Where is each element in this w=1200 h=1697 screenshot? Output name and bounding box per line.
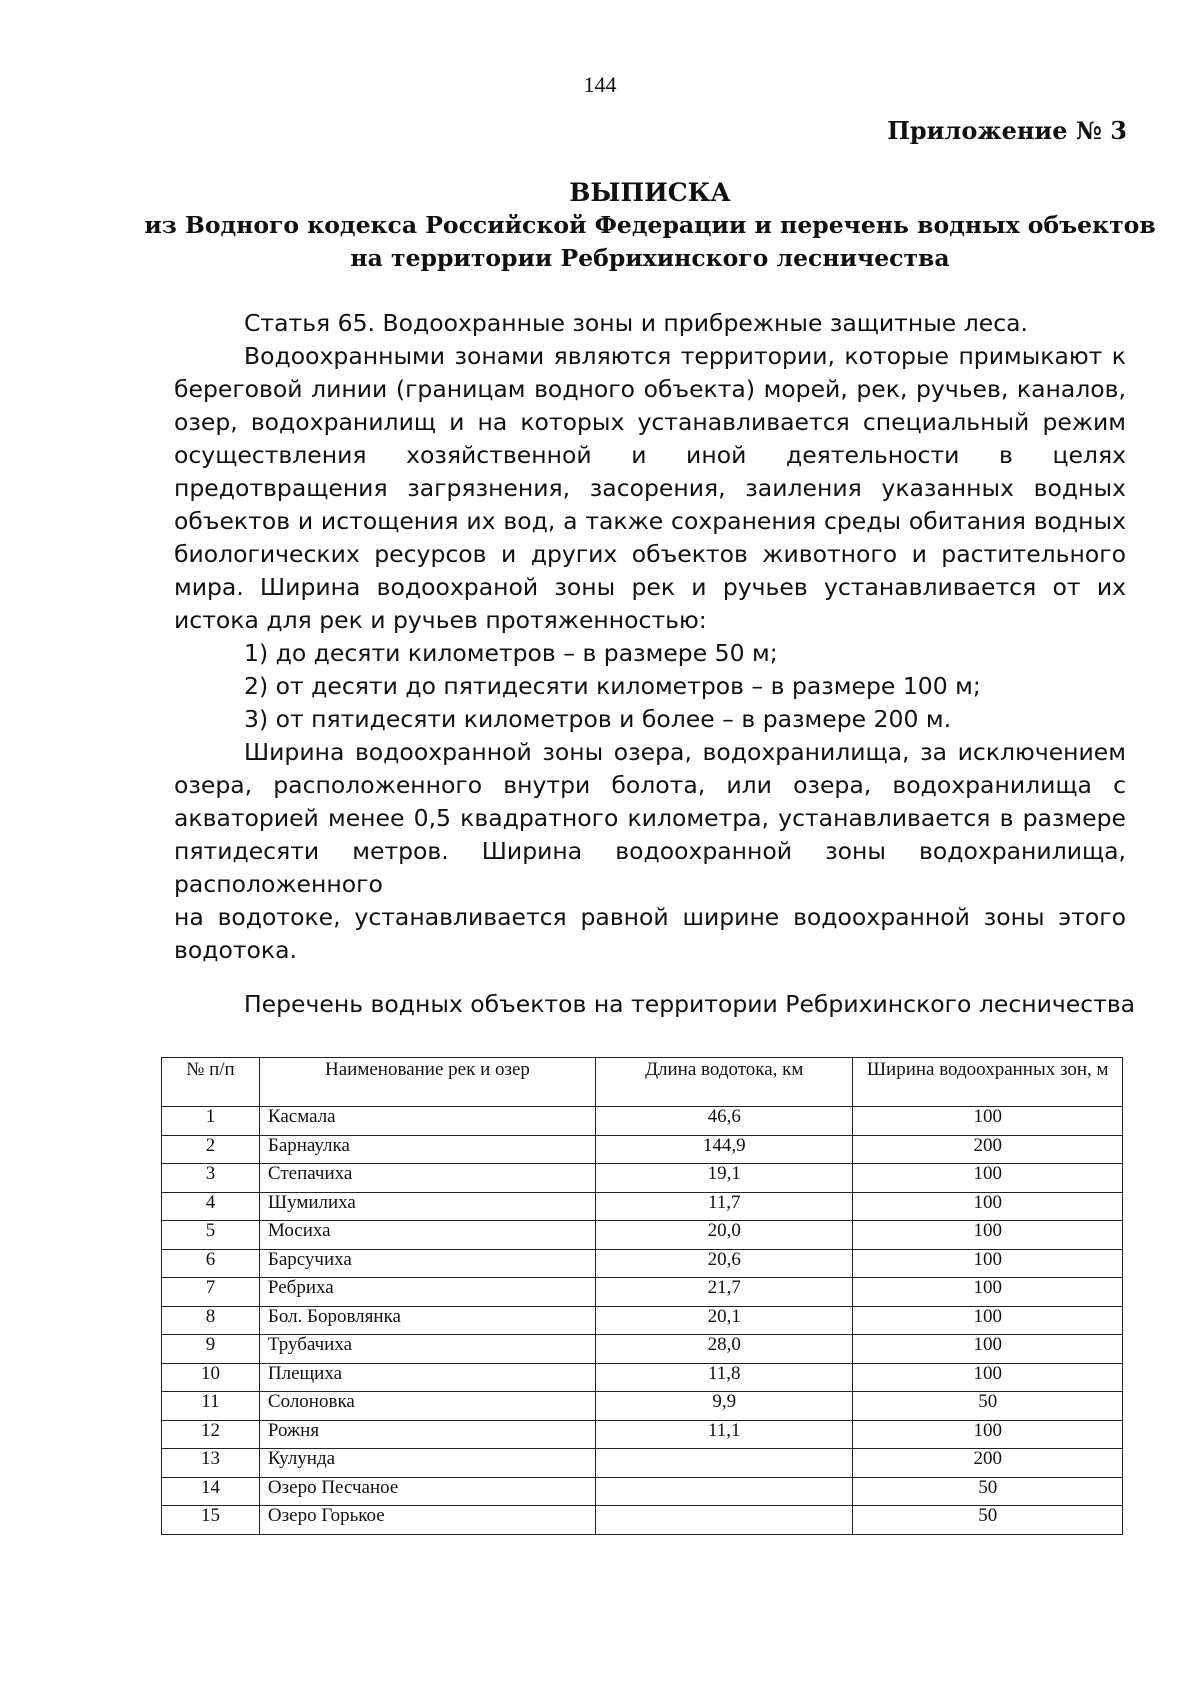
cell-width: 200 <box>853 1135 1123 1164</box>
article-body <box>174 307 1126 967</box>
cell-num: 14 <box>162 1477 260 1506</box>
cell-width: 100 <box>853 1221 1123 1250</box>
cell-num: 7 <box>162 1278 260 1307</box>
cell-name: Мосиха <box>259 1221 595 1250</box>
article-paragraph-1: Водоохранными зонами являются территории, которые примыкают к береговой линии (границам водного объекта) морей, рек, ручьев, каналов, озер, водохранилищ и на которых устанавливается специальный режим осуществления хозяйственной и иной деятельности в целях предотвращения загрязнения, засорения, заиления указанных водных объектов и истощения их вод, а также сохранения среды обитания водных биологических ресурсов и других объектов животного и растительного мира. Ширина водоохраной зоны рек и ручьев устанавливается от их истока для рек и ручьев протяженностью: <box>174 342 1126 634</box>
water-objects-table <box>161 1057 1123 1535</box>
table-row <box>162 1221 1123 1250</box>
cell-length <box>596 1477 853 1506</box>
cell-width: 100 <box>853 1420 1123 1449</box>
cell-num: 8 <box>162 1306 260 1335</box>
cell-num: 1 <box>162 1107 260 1136</box>
cell-width: 50 <box>853 1477 1123 1506</box>
table-row <box>162 1192 1123 1221</box>
cell-name: Ребриха <box>259 1278 595 1307</box>
cell-width: 100 <box>853 1363 1123 1392</box>
header-width: Ширина водоохранных зон, м <box>853 1058 1123 1107</box>
page-number: 144 <box>583 72 617 97</box>
cell-length: 11,1 <box>596 1420 853 1449</box>
cell-name: Трубачиха <box>259 1335 595 1364</box>
table-row <box>162 1249 1123 1278</box>
table-row <box>162 1449 1123 1478</box>
title-line-2: из Водного кодекса Российской Федерации и перечень водных объектов <box>144 211 1156 239</box>
cell-name: Кулунда <box>259 1449 595 1478</box>
cell-name: Барнаулка <box>259 1135 595 1164</box>
cell-name: Озеро Песчаное <box>259 1477 595 1506</box>
cell-num: 2 <box>162 1135 260 1164</box>
cell-length: 21,7 <box>596 1278 853 1307</box>
table-row <box>162 1306 1123 1335</box>
cell-name: Солоновка <box>259 1392 595 1421</box>
list-item-3: 3) от пятидесяти километров и более – в размере 200 м. <box>244 705 952 733</box>
table-row <box>162 1278 1123 1307</box>
table-row <box>162 1477 1123 1506</box>
cell-name: Барсучиха <box>259 1249 595 1278</box>
cell-width: 100 <box>853 1164 1123 1193</box>
cell-num: 10 <box>162 1363 260 1392</box>
cell-num: 12 <box>162 1420 260 1449</box>
cell-num: 13 <box>162 1449 260 1478</box>
title-line-3: на территории Ребрихинского лесничества <box>350 244 950 272</box>
table-header-row <box>162 1058 1123 1107</box>
cell-length: 144,9 <box>596 1135 853 1164</box>
cell-width: 50 <box>853 1506 1123 1535</box>
cell-name: Бол. Боровлянка <box>259 1306 595 1335</box>
cell-length: 11,7 <box>596 1192 853 1221</box>
cell-width: 50 <box>853 1392 1123 1421</box>
cell-width: 100 <box>853 1192 1123 1221</box>
cell-num: 11 <box>162 1392 260 1421</box>
table-row <box>162 1164 1123 1193</box>
cell-num: 6 <box>162 1249 260 1278</box>
list-title: Перечень водных объектов на территории Ребрихинского лесничества <box>244 990 1136 1018</box>
cell-length: 46,6 <box>596 1107 853 1136</box>
cell-name: Рожня <box>259 1420 595 1449</box>
table-row <box>162 1392 1123 1421</box>
cell-name: Озеро Горькое <box>259 1506 595 1535</box>
cell-length: 28,0 <box>596 1335 853 1364</box>
cell-width: 200 <box>853 1449 1123 1478</box>
table-row <box>162 1335 1123 1364</box>
table-row <box>162 1363 1123 1392</box>
cell-num: 15 <box>162 1506 260 1535</box>
cell-name: Плещиха <box>259 1363 595 1392</box>
cell-num: 3 <box>162 1164 260 1193</box>
cell-width: 100 <box>853 1306 1123 1335</box>
cell-name: Шумилиха <box>259 1192 595 1221</box>
cell-num: 4 <box>162 1192 260 1221</box>
cell-num: 9 <box>162 1335 260 1364</box>
table-row <box>162 1135 1123 1164</box>
cell-length <box>596 1449 853 1478</box>
article-paragraph-2: Ширина водоохранной зоны озера, водохранилища, за исключением озера, расположенного внутри болота, или озера, водохранилища с акваторией менее 0,5 квадратного километра, устанавливается в размере пятидесяти метров. Ширина водоохранной зоны водохранилища, расположенного <box>174 738 1126 898</box>
cell-length: 20,1 <box>596 1306 853 1335</box>
document-title <box>120 176 1180 275</box>
cell-length: 20,0 <box>596 1221 853 1250</box>
cell-length: 20,6 <box>596 1249 853 1278</box>
header-length: Длина водотока, км <box>596 1058 853 1107</box>
article-heading: Статья 65. Водоохранные зоны и прибрежные защитные леса. <box>244 309 1028 337</box>
cell-name: Касмала <box>259 1107 595 1136</box>
cell-width: 100 <box>853 1249 1123 1278</box>
header-num: № п/п <box>162 1058 260 1107</box>
table-row <box>162 1107 1123 1136</box>
cell-length: 9,9 <box>596 1392 853 1421</box>
list-item-2: 2) от десяти до пятидесяти километров – в размере 100 м; <box>244 672 981 700</box>
cell-name: Степачиха <box>259 1164 595 1193</box>
table-row <box>162 1506 1123 1535</box>
cell-length: 19,1 <box>596 1164 853 1193</box>
cell-width: 100 <box>853 1335 1123 1364</box>
header-name: Наименование рек и озер <box>259 1058 595 1107</box>
list-item-1: 1) до десяти километров – в размере 50 м; <box>244 639 778 667</box>
cell-num: 5 <box>162 1221 260 1250</box>
title-main: ВЫПИСКА <box>569 178 731 207</box>
table-row <box>162 1420 1123 1449</box>
cell-width: 100 <box>853 1278 1123 1307</box>
cell-width: 100 <box>853 1107 1123 1136</box>
article-paragraph-3: на водотоке, устанавливается равной ширине водоохранной зоны этого водотока. <box>174 903 1126 964</box>
cell-length <box>596 1506 853 1535</box>
cell-length: 11,8 <box>596 1363 853 1392</box>
appendix-label: Приложение № 3 <box>887 116 1127 145</box>
